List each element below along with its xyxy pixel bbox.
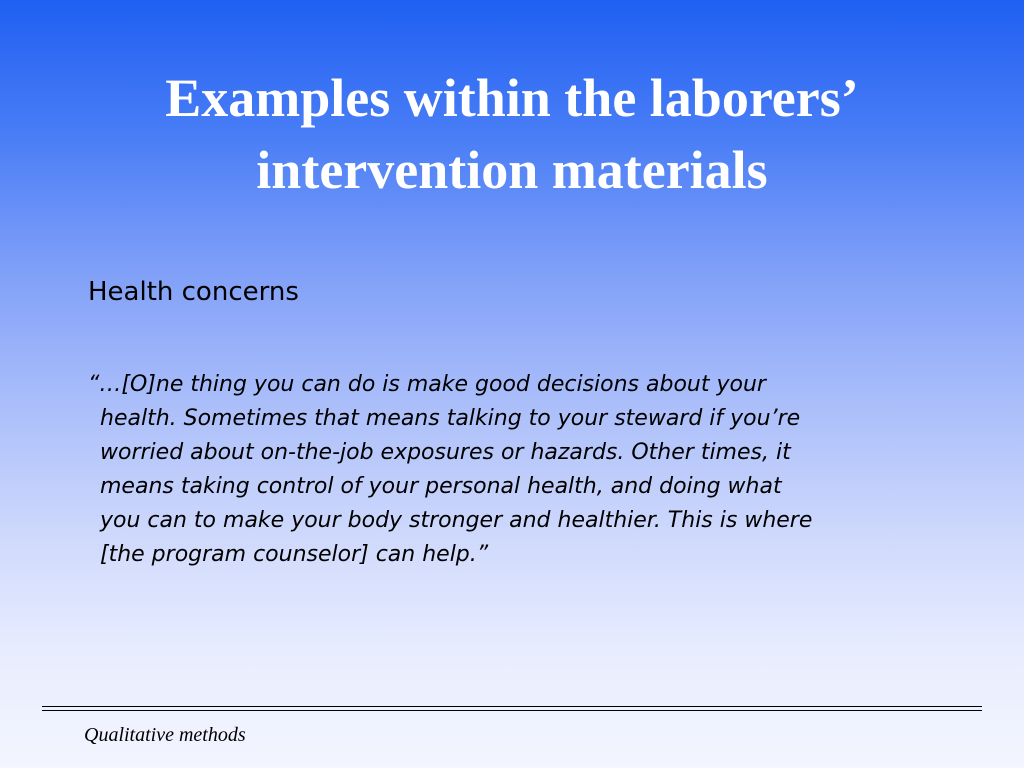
quote-line-3: worried about on-the-job exposures or hazards. Other times, it bbox=[100, 440, 791, 465]
quote-line-4: means taking control of your personal health, and doing what bbox=[100, 474, 782, 499]
quote-line-6: [the program counselor] can help.” bbox=[100, 542, 489, 567]
slide-title-line-2: intervention materials bbox=[256, 140, 768, 200]
slide-title-line-1: Examples within the laborers’ bbox=[165, 68, 859, 128]
quote-line-2: health. Sometimes that means talking to your steward if you’re bbox=[100, 406, 801, 431]
footer-text: Qualitative methods bbox=[84, 724, 246, 746]
section-heading: Health concerns bbox=[88, 277, 299, 307]
quote-line-1: “…[O]ne thing you can do is make good decisions about your bbox=[88, 372, 766, 397]
quote-line-5: you can to make your body stronger and healthier. This is where bbox=[100, 508, 813, 533]
footer-divider-bottom bbox=[42, 710, 982, 711]
slide-title bbox=[0, 62, 1024, 206]
quote-block bbox=[88, 368, 948, 572]
footer-divider-top bbox=[42, 706, 982, 707]
